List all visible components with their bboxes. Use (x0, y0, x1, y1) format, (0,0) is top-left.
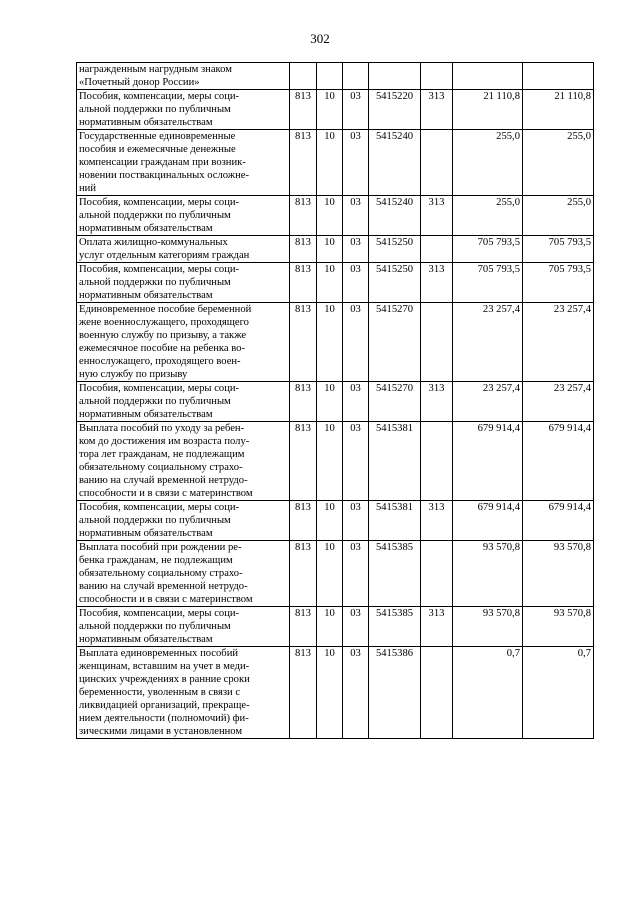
ministry-code-cell: 813 (290, 501, 317, 541)
subsection-code-cell: 03 (343, 541, 369, 607)
item-name-line: пособия и ежемесячные денежные (79, 144, 236, 155)
table-row (77, 541, 594, 607)
amount-total-cell: 23 257,4 (523, 303, 594, 382)
amount-cell: 705 793,5 (453, 263, 523, 303)
item-name-cell (77, 422, 290, 501)
expense-type-cell (421, 647, 453, 739)
item-name-line: цинских учреждениях в ранние сроки (79, 674, 250, 685)
target-article-cell: 5415270 (369, 303, 421, 382)
item-name-cell (77, 501, 290, 541)
expense-type-cell (421, 63, 453, 90)
item-name-line: ежемесячное пособие на ребенка во- (79, 343, 245, 354)
item-name-cell (77, 303, 290, 382)
item-name-line: Пособия, компенсации, меры соци- (79, 383, 240, 394)
ministry-code-cell: 813 (290, 541, 317, 607)
item-name-line: Выплата пособий при рождении ре- (79, 542, 242, 553)
target-article-cell: 5415240 (369, 130, 421, 196)
item-name-cell (77, 90, 290, 130)
amount-cell: 255,0 (453, 196, 523, 236)
amount-total-cell: 0,7 (523, 647, 594, 739)
target-article-cell: 5415250 (369, 236, 421, 263)
budget-table (76, 62, 594, 739)
item-name-line: Оплата жилищно-коммунальных (79, 237, 228, 248)
item-name-line: альной поддержки по публичным (79, 396, 231, 407)
target-article-cell: 5415381 (369, 501, 421, 541)
table-row (77, 63, 594, 90)
expense-type-cell (421, 236, 453, 263)
ministry-code-cell: 813 (290, 382, 317, 422)
item-name-line: женщинам, вставшим на учет в меди- (79, 661, 250, 672)
amount-cell: 23 257,4 (453, 303, 523, 382)
subsection-code-cell: 03 (343, 196, 369, 236)
amount-total-cell: 255,0 (523, 130, 594, 196)
target-article-cell: 5415385 (369, 607, 421, 647)
target-article-cell (369, 63, 421, 90)
item-name-line: альной поддержки по публичным (79, 621, 231, 632)
item-name-line: Выплата пособий по уходу за ребен- (79, 423, 245, 434)
item-name-line: компенсации гражданам при возник- (79, 157, 246, 168)
section-code-cell: 10 (317, 501, 343, 541)
item-name-cell (77, 647, 290, 739)
table-row (77, 263, 594, 303)
section-code-cell: 10 (317, 303, 343, 382)
amount-cell: 93 570,8 (453, 607, 523, 647)
amount-cell: 0,7 (453, 647, 523, 739)
item-name-line: «Почетный донор России» (79, 77, 200, 88)
item-name-cell (77, 196, 290, 236)
item-name-cell (77, 607, 290, 647)
amount-total-cell: 21 110,8 (523, 90, 594, 130)
subsection-code-cell (343, 63, 369, 90)
amount-cell: 679 914,4 (453, 422, 523, 501)
expense-type-cell: 313 (421, 196, 453, 236)
expense-type-cell: 313 (421, 263, 453, 303)
section-code-cell: 10 (317, 422, 343, 501)
item-name-line: нормативным обязательствам (79, 634, 213, 645)
subsection-code-cell: 03 (343, 607, 369, 647)
subsection-code-cell: 03 (343, 236, 369, 263)
item-name-line: обязательному социальному страхо- (79, 462, 243, 473)
item-name-line: нормативным обязательствам (79, 528, 213, 539)
amount-total-cell: 679 914,4 (523, 501, 594, 541)
item-name-line: Пособия, компенсации, меры соци- (79, 502, 240, 513)
amount-cell: 21 110,8 (453, 90, 523, 130)
target-article-cell: 5415220 (369, 90, 421, 130)
table-row (77, 130, 594, 196)
page-number: 302 (310, 31, 330, 46)
amount-cell (453, 63, 523, 90)
expense-type-cell (421, 541, 453, 607)
item-name-line: жене военнослужащего, проходящего (79, 317, 249, 328)
subsection-code-cell: 03 (343, 90, 369, 130)
item-name-line: военную службу по призыву, а также (79, 330, 247, 341)
item-name-line: зическими лицами в установленном (79, 726, 243, 737)
target-article-cell: 5415250 (369, 263, 421, 303)
item-name-line: услуг отдельным категориям граждан (79, 250, 250, 261)
item-name-line: нормативным обязательствам (79, 290, 213, 301)
ministry-code-cell: 813 (290, 263, 317, 303)
table-row (77, 236, 594, 263)
amount-total-cell: 93 570,8 (523, 541, 594, 607)
amount-total-cell: 255,0 (523, 196, 594, 236)
table-row (77, 647, 594, 739)
subsection-code-cell: 03 (343, 382, 369, 422)
item-name-line: альной поддержки по публичным (79, 104, 231, 115)
item-name-line: награжденным нагрудным знаком (79, 64, 232, 75)
ministry-code-cell: 813 (290, 130, 317, 196)
item-name-line: тора лет гражданам, не подлежащим (79, 449, 245, 460)
amount-total-cell: 705 793,5 (523, 236, 594, 263)
target-article-cell: 5415240 (369, 196, 421, 236)
amount-cell: 93 570,8 (453, 541, 523, 607)
subsection-code-cell: 03 (343, 647, 369, 739)
expense-type-cell (421, 130, 453, 196)
amount-total-cell: 679 914,4 (523, 422, 594, 501)
item-name-line: нормативным обязательствам (79, 409, 213, 420)
table-row (77, 422, 594, 501)
subsection-code-cell: 03 (343, 422, 369, 501)
item-name-line: ком до достижения им возраста полу- (79, 436, 250, 447)
target-article-cell: 5415386 (369, 647, 421, 739)
expense-type-cell: 313 (421, 382, 453, 422)
item-name-line: способности и в связи с материнством (79, 594, 253, 605)
table-row (77, 90, 594, 130)
item-name-line: бенка гражданам, не подлежащим (79, 555, 233, 566)
item-name-line: еннослужащего, проходящего воен- (79, 356, 241, 367)
item-name-cell (77, 236, 290, 263)
item-name-cell (77, 382, 290, 422)
item-name-line: способности и в связи с материнством (79, 488, 253, 499)
item-name-line: альной поддержки по публичным (79, 515, 231, 526)
amount-cell: 705 793,5 (453, 236, 523, 263)
ministry-code-cell: 813 (290, 236, 317, 263)
item-name-line: ликвидацией организаций, прекраще- (79, 700, 250, 711)
ministry-code-cell: 813 (290, 647, 317, 739)
section-code-cell: 10 (317, 647, 343, 739)
target-article-cell: 5415385 (369, 541, 421, 607)
item-name-line: Единовременное пособие беременной (79, 304, 252, 315)
item-name-line: беременности, уволенным в связи с (79, 687, 241, 698)
item-name-line: ванию на случай временной нетрудо- (79, 475, 248, 486)
table-row (77, 303, 594, 382)
item-name-line: Выплата единовременных пособий (79, 648, 239, 659)
section-code-cell: 10 (317, 90, 343, 130)
amount-total-cell: 93 570,8 (523, 607, 594, 647)
section-code-cell: 10 (317, 196, 343, 236)
section-code-cell (317, 63, 343, 90)
item-name-line: альной поддержки по публичным (79, 210, 231, 221)
table-body (77, 63, 594, 739)
expense-type-cell (421, 422, 453, 501)
target-article-cell: 5415270 (369, 382, 421, 422)
target-article-cell: 5415381 (369, 422, 421, 501)
subsection-code-cell: 03 (343, 130, 369, 196)
item-name-cell (77, 130, 290, 196)
item-name-line: нием деятельности (полномочий) фи- (79, 713, 249, 724)
ministry-code-cell: 813 (290, 303, 317, 382)
table-row (77, 196, 594, 236)
section-code-cell: 10 (317, 541, 343, 607)
section-code-cell: 10 (317, 263, 343, 303)
expense-type-cell: 313 (421, 501, 453, 541)
amount-cell: 23 257,4 (453, 382, 523, 422)
item-name-cell (77, 263, 290, 303)
item-name-line: нормативным обязательствам (79, 117, 213, 128)
ministry-code-cell: 813 (290, 196, 317, 236)
item-name-cell (77, 63, 290, 90)
section-code-cell: 10 (317, 607, 343, 647)
section-code-cell: 10 (317, 382, 343, 422)
amount-total-cell: 705 793,5 (523, 263, 594, 303)
subsection-code-cell: 03 (343, 263, 369, 303)
item-name-line: Государственные единовременные (79, 131, 236, 142)
item-name-line: Пособия, компенсации, меры соци- (79, 197, 240, 208)
item-name-line: Пособия, компенсации, меры соци- (79, 264, 240, 275)
ministry-code-cell: 813 (290, 90, 317, 130)
ministry-code-cell (290, 63, 317, 90)
item-name-line: ний (79, 183, 97, 194)
item-name-line: ванию на случай временной нетрудо- (79, 581, 248, 592)
item-name-line: нормативным обязательствам (79, 223, 213, 234)
amount-cell: 255,0 (453, 130, 523, 196)
ministry-code-cell: 813 (290, 607, 317, 647)
amount-total-cell (523, 63, 594, 90)
table-row (77, 607, 594, 647)
section-code-cell: 10 (317, 236, 343, 263)
subsection-code-cell: 03 (343, 501, 369, 541)
amount-cell: 679 914,4 (453, 501, 523, 541)
table-row (77, 501, 594, 541)
amount-total-cell: 23 257,4 (523, 382, 594, 422)
expense-type-cell: 313 (421, 90, 453, 130)
section-code-cell: 10 (317, 130, 343, 196)
table-row (77, 382, 594, 422)
item-name-line: обязательному социальному страхо- (79, 568, 243, 579)
item-name-line: ную службу по призыву (79, 369, 188, 380)
item-name-line: Пособия, компенсации, меры соци- (79, 608, 240, 619)
item-name-line: альной поддержки по публичным (79, 277, 231, 288)
expense-type-cell: 313 (421, 607, 453, 647)
ministry-code-cell: 813 (290, 422, 317, 501)
subsection-code-cell: 03 (343, 303, 369, 382)
expense-type-cell (421, 303, 453, 382)
item-name-line: Пособия, компенсации, меры соци- (79, 91, 240, 102)
item-name-line: новении поствакцинальных осложне- (79, 170, 249, 181)
item-name-cell (77, 541, 290, 607)
